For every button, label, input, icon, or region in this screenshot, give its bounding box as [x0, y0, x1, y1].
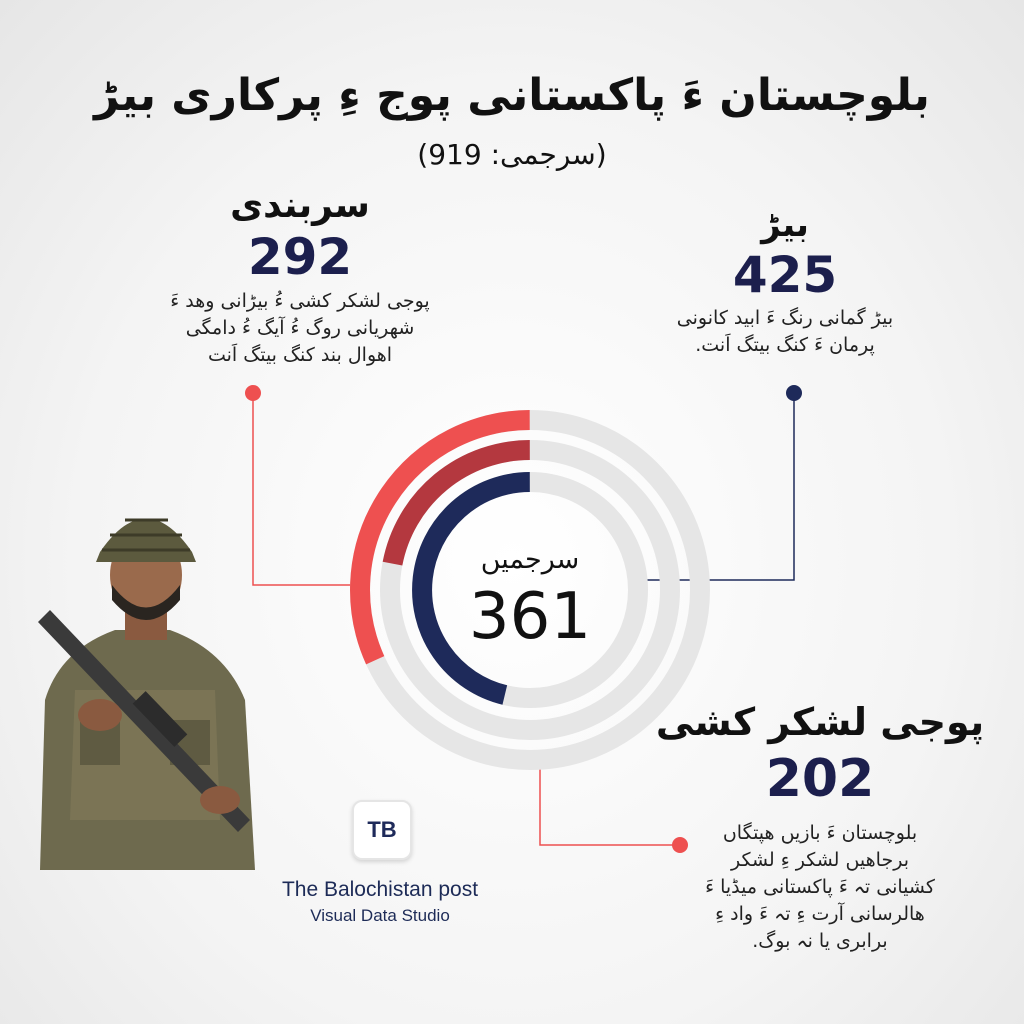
dot-arrest: [786, 385, 802, 401]
page-title: بلوچستان ءَ پاکستانی پوج ءِ پرکاری بیڑ: [94, 70, 930, 121]
detained-label: سربندی: [230, 185, 370, 226]
detained-block: [150, 185, 450, 369]
detained-desc-line: اھوال بند کنگ بیتگ اَنت: [207, 344, 393, 366]
arrest-desc-line: پرمان ءَ کنگ بیتگ اَنت.: [695, 334, 875, 356]
ops-block: [640, 700, 1000, 955]
ops-desc-line: بلوچستان ءَ بازیں ھپتگاں: [722, 822, 918, 844]
detained-desc-line: پوجی لشکر کشی ءُ بیڑانی وھد ءَ: [170, 290, 430, 312]
arrest-desc-line: بیڑ گمانی رنگ ءَ ابید کانونی: [676, 307, 894, 329]
arrest-block: [650, 205, 920, 359]
detained-value: 292: [247, 228, 353, 286]
arrest-desc: [650, 305, 920, 359]
center-total: 361: [468, 580, 592, 654]
ops-desc-line: کشیانی تہ ءَ پاکستانی میڈیا ءَ: [705, 876, 935, 898]
logo-icon: [352, 800, 412, 860]
ops-desc: [640, 820, 1000, 955]
center-label: سرجمیں: [480, 544, 580, 575]
arrest-value: 425: [732, 246, 838, 304]
detained-desc-line: شھریانی روگ ءُ آیگ ءُ دامگی: [185, 317, 415, 339]
brand-studio: Visual Data Studio: [310, 906, 450, 925]
ops-value: 202: [765, 749, 875, 809]
dot-detained: [245, 385, 261, 401]
detained-desc: [150, 288, 450, 369]
logo-text: TB: [367, 817, 397, 842]
ops-desc-line: برجاھیں لشکر ءِ لشکر: [730, 849, 909, 871]
arrest-label: بیڑ: [761, 205, 809, 245]
ops-label: پوجی لشکر کشی: [655, 700, 985, 744]
soldier-image: [20, 490, 270, 890]
ops-desc-line: برابری یا نہ بوگ.: [752, 930, 888, 952]
brand-name: The Balochistan post: [281, 878, 479, 901]
ops-desc-line: ھالرسانی آرت ءِ تہ ءَ واد ءِ: [715, 903, 925, 925]
page-subtitle: (سرجمی: 919): [417, 138, 607, 171]
